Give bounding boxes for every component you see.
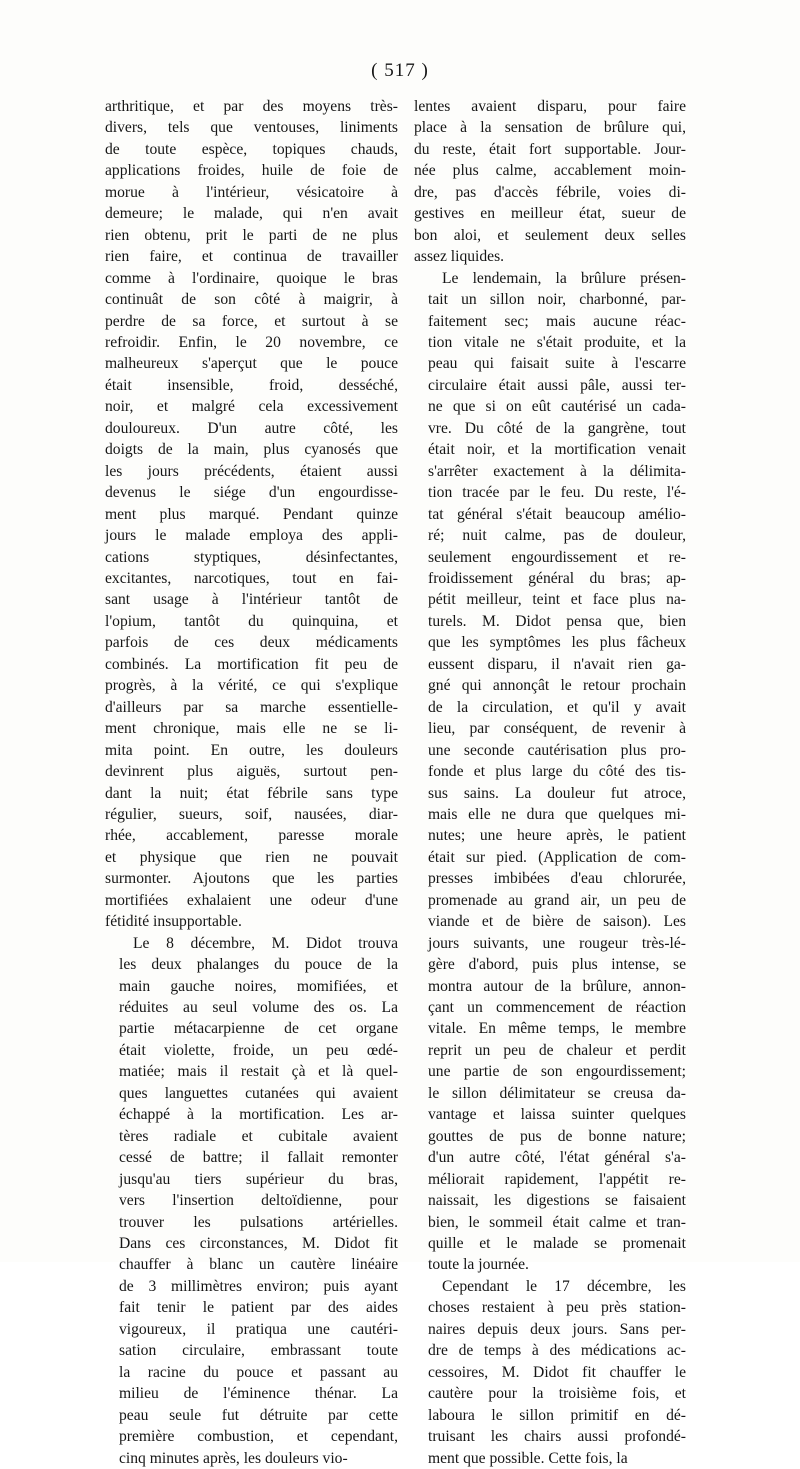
text-line: froidissement général du bras; ap- bbox=[428, 569, 686, 587]
text-line: naires depuis deux jours. Sans per- bbox=[428, 1320, 686, 1338]
left-text-column bbox=[105, 96, 398, 1469]
text-line: montra autour de la brûlure, annon- bbox=[428, 977, 686, 995]
text-line: que les symptômes les plus fâcheux bbox=[428, 634, 686, 652]
text-line: eussent disparu, il n'avait rien ga- bbox=[428, 655, 686, 673]
text-line: circulaire était aussi pâle, aussi ter- bbox=[428, 376, 686, 394]
text-line: gné qui annonçât le retour prochain bbox=[428, 677, 686, 695]
text-line: fonde et plus large du côté des tis- bbox=[428, 763, 686, 781]
text-line: peau seule fut détruite par cette bbox=[119, 1406, 398, 1424]
text-line: chauffer à blanc un cautère linéaire bbox=[119, 1256, 398, 1274]
text-line: pétit meilleur, teint et face plus na- bbox=[428, 591, 686, 609]
text-line: de 3 millimètres environ; puis ayant bbox=[119, 1277, 398, 1295]
text-line: continuât de son côté à maigrir, à bbox=[105, 291, 398, 309]
text-line: matiée; mais il restait çà et là quel- bbox=[119, 1063, 398, 1081]
text-line: malheureux s'aperçut que le pouce bbox=[105, 355, 398, 373]
text-line: vers l'insertion deltoïdienne, pour bbox=[119, 1192, 398, 1210]
text-line: sation circulaire, embrassant toute bbox=[119, 1342, 398, 1360]
text-line: dant la nuit; état fébrile sans type bbox=[105, 784, 398, 802]
text-line: ne que si on eût cautérisé un cada- bbox=[428, 398, 686, 416]
text-line: cautère pour la troisième fois, et bbox=[428, 1385, 686, 1403]
text-line: partie métacarpienne de cet organe bbox=[119, 1020, 398, 1038]
text-line: applications froides, huile de foie de bbox=[105, 162, 398, 180]
paragraph bbox=[414, 268, 686, 1276]
paragraph bbox=[105, 96, 398, 933]
text-line: presses imbibées d'eau chlorurée, bbox=[428, 870, 686, 888]
text-line: devinrent plus aiguës, surtout pen- bbox=[105, 763, 398, 781]
text-line: une partie de son engourdissement; bbox=[428, 1063, 686, 1081]
text-line: s'arrêter exactement à la délimita- bbox=[428, 462, 686, 480]
text-line: fait tenir le patient par des aides bbox=[119, 1299, 398, 1317]
text-line: viande et de bière de saison). Les bbox=[428, 913, 686, 931]
text-line: rien obtenu, prit le parti de ne plus bbox=[105, 226, 398, 244]
text-line: et physique que rien ne pouvait bbox=[105, 848, 398, 866]
text-line: mais elle ne dura que quelques mi- bbox=[428, 805, 686, 823]
text-line: combinés. La mortification fit peu de bbox=[105, 655, 398, 673]
text-line: bien, le sommeil était calme et tran- bbox=[428, 1213, 686, 1231]
text-line: choses restaient à peu près station- bbox=[428, 1299, 686, 1317]
text-line: turels. M. Didot pensa que, bien bbox=[428, 612, 686, 630]
text-line: çant un commencement de réaction bbox=[428, 999, 686, 1017]
text-line: toute la journée. bbox=[428, 1256, 529, 1274]
text-line: d'ailleurs par sa marche essentielle- bbox=[105, 698, 398, 716]
text-line: faitement sec; mais aucune réac- bbox=[428, 312, 686, 330]
text-line: rhée, accablement, paresse morale bbox=[105, 827, 398, 845]
text-line: mita point. En outre, les douleurs bbox=[105, 741, 398, 759]
text-line: le sillon délimitateur se creusa da- bbox=[428, 1084, 686, 1102]
text-line: naissait, les digestions se faisaient bbox=[428, 1192, 686, 1210]
text-line: truisant les chairs aussi profondé- bbox=[428, 1428, 686, 1446]
text-line: du reste, était fort supportable. Jour- bbox=[414, 140, 686, 158]
text-line: promenade au grand air, un peu de bbox=[428, 891, 686, 909]
text-line: morue à l'intérieur, vésicatoire à bbox=[105, 183, 398, 201]
text-line: jours le malade employa des appli- bbox=[105, 527, 398, 545]
text-line: vitale. En même temps, le membre bbox=[428, 1020, 686, 1038]
text-line: quille et le malade se promenait bbox=[428, 1235, 686, 1253]
text-line: place à la sensation de brûlure qui, bbox=[414, 119, 686, 137]
text-line: lentes avaient disparu, pour faire bbox=[414, 98, 686, 115]
paragraph bbox=[105, 933, 398, 1469]
paragraph bbox=[414, 96, 686, 268]
text-line: cessé de battre; il fallait remonter bbox=[119, 1149, 398, 1167]
text-line: jusqu'au tiers supérieur du bras, bbox=[119, 1170, 398, 1188]
right-text-column bbox=[414, 96, 686, 1469]
text-line: dre de temps à des médications ac- bbox=[428, 1342, 686, 1360]
text-line: ment chronique, mais elle ne se li- bbox=[105, 720, 398, 738]
text-line: mortifiées exhalaient une odeur d'une bbox=[105, 891, 398, 909]
paragraph bbox=[414, 1276, 686, 1469]
text-line: première combustion, et cependant, bbox=[119, 1428, 398, 1446]
text-line: dre, pas d'accès fébrile, voies di- bbox=[414, 183, 686, 201]
text-line: comme à l'ordinaire, quoique le bras bbox=[105, 269, 398, 287]
text-line: régulier, sueurs, soif, nausées, diar- bbox=[105, 805, 398, 823]
text-line: milieu de l'éminence thénar. La bbox=[119, 1385, 398, 1403]
text-line: était violette, froide, un peu œdé- bbox=[119, 1041, 398, 1059]
text-line: laboura le sillon primitif en dé- bbox=[428, 1406, 686, 1424]
text-line: jours suivants, une rougeur très-lé- bbox=[428, 934, 686, 952]
text-line: cessoires, M. Didot fit chauffer le bbox=[428, 1363, 686, 1381]
text-line: les jours précédents, étaient aussi bbox=[105, 462, 398, 480]
text-line: Le lendemain, la brûlure présen- bbox=[442, 269, 686, 287]
text-line: tion vitale ne s'était produite, et la bbox=[428, 333, 686, 351]
text-line: surmonter. Ajoutons que les parties bbox=[105, 870, 398, 888]
text-line: ques languettes cutanées qui avaient bbox=[119, 1084, 398, 1102]
text-line: doigts de la main, plus cyanosés que bbox=[105, 441, 398, 459]
text-line: main gauche noires, momifiées, et bbox=[119, 977, 398, 995]
text-line: parfois de ces deux médicaments bbox=[105, 634, 398, 652]
text-line: progrès, à la vérité, ce qui s'explique bbox=[105, 677, 398, 695]
text-line: Le 8 décembre, M. Didot trouva bbox=[133, 934, 398, 952]
text-line: était insensible, froid, desséché, bbox=[105, 376, 398, 394]
text-line: peau qui faisait suite à l'escarre bbox=[428, 355, 686, 373]
text-line: la racine du pouce et passant au bbox=[119, 1363, 398, 1381]
text-line: tères radiale et cubitale avaient bbox=[119, 1127, 398, 1145]
text-line: vigoureux, il pratiqua une cautéri- bbox=[119, 1320, 398, 1338]
text-line: ré; nuit calme, pas de douleur, bbox=[428, 527, 686, 545]
text-line: tait un sillon noir, charbonné, par- bbox=[428, 291, 686, 309]
text-line: gouttes de pus de bonne nature; bbox=[428, 1127, 686, 1145]
text-line: douloureux. D'un autre côté, les bbox=[105, 419, 398, 437]
text-line: fétidité insupportable. bbox=[105, 913, 242, 931]
text-line: perdre de sa force, et surtout à se bbox=[105, 312, 398, 330]
text-line: tat général s'était beaucoup amélio- bbox=[428, 505, 686, 523]
text-line: sant usage à l'intérieur tantôt de bbox=[105, 591, 398, 609]
text-line: de la circulation, et qu'il y avait bbox=[428, 698, 686, 716]
text-line: Dans ces circonstances, M. Didot fit bbox=[119, 1235, 398, 1253]
text-line: seulement engourdissement et re- bbox=[428, 548, 686, 566]
text-line: sus sains. La douleur fut atroce, bbox=[428, 784, 686, 802]
text-line: noir, et malgré cela excessivement bbox=[105, 398, 398, 416]
text-line: ment plus marqué. Pendant quinze bbox=[105, 505, 398, 523]
page-number: ( 517 ) bbox=[371, 60, 429, 81]
text-line: vre. Du côté de la gangrène, tout bbox=[428, 419, 686, 437]
text-line: demeure; le malade, qui n'en avait bbox=[105, 205, 398, 223]
text-line: l'opium, tantôt du quinquina, et bbox=[105, 612, 398, 630]
text-line: échappé à la mortification. Les ar- bbox=[119, 1106, 398, 1124]
text-line: divers, tels que ventouses, liniments bbox=[105, 119, 398, 137]
text-line: bon aloi, et seulement deux selles bbox=[414, 226, 686, 244]
text-line: Cependant le 17 décembre, les bbox=[442, 1277, 686, 1295]
text-line: assez liquides. bbox=[414, 248, 505, 266]
text-line: excitantes, narcotiques, tout en fai- bbox=[105, 569, 398, 587]
text-line: nutes; une heure après, le patient bbox=[428, 827, 686, 845]
text-line: arthritique, et par des moyens très- bbox=[105, 98, 398, 115]
text-line: était sur pied. (Application de com- bbox=[428, 848, 686, 866]
text-line: réduites au seul volume des os. La bbox=[119, 999, 398, 1017]
text-line: gère d'abord, puis plus intense, se bbox=[428, 956, 686, 974]
text-line: de toute espèce, topiques chauds, bbox=[105, 140, 398, 158]
text-line: était noir, et la mortification venait bbox=[428, 441, 686, 459]
text-line: reprit un peu de chaleur et perdit bbox=[428, 1041, 686, 1059]
text-line: ment que possible. Cette fois, la bbox=[428, 1449, 628, 1467]
text-line: cations styptiques, désinfectantes, bbox=[105, 548, 398, 566]
text-line: une seconde cautérisation plus pro- bbox=[428, 741, 686, 759]
text-line: tion tracée par le feu. Du reste, l'é- bbox=[428, 484, 686, 502]
text-line: gestives en meilleur état, sueur de bbox=[414, 205, 686, 223]
text-line: rien faire, et continua de travailler bbox=[105, 248, 398, 266]
text-line: les deux phalanges du pouce de la bbox=[119, 956, 398, 974]
text-line: vantage et laissa suinter quelques bbox=[428, 1106, 686, 1124]
text-line: cinq minutes après, les douleurs vio- bbox=[119, 1449, 348, 1467]
text-line: refroidir. Enfin, le 20 novembre, ce bbox=[105, 333, 398, 351]
text-line: d'un autre côté, l'état général s'a- bbox=[428, 1149, 686, 1167]
text-line: trouver les pulsations artérielles. bbox=[119, 1213, 398, 1231]
text-line: née plus calme, accablement moin- bbox=[414, 162, 686, 180]
text-line: méliorait rapidement, l'appétit re- bbox=[428, 1170, 686, 1188]
text-line: lieu, par conséquent, de revenir à bbox=[428, 720, 686, 738]
text-line: devenus le siége d'un engourdisse- bbox=[105, 484, 398, 502]
